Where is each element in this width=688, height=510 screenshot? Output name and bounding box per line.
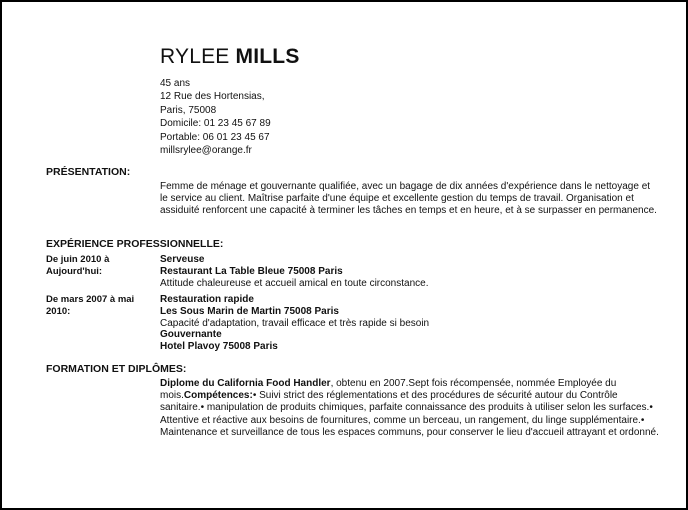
formation-text	[160, 378, 660, 439]
last-name: MILLS	[235, 45, 300, 68]
first-name: RYLEE	[160, 45, 230, 68]
diploma-text: , obtenu en 2007.Sept fois récompensée, nommée Employée du mois.	[160, 378, 617, 402]
employer: Hotel Plavoy 75008 Paris	[160, 341, 278, 353]
mobile-phone: Portable: 06 01 23 45 67	[160, 131, 270, 143]
address-city: Paris, 75008	[160, 104, 217, 116]
presentation-title: PRÉSENTATION:	[46, 166, 131, 178]
age: 45 ans	[160, 78, 191, 89]
job-title: Gouvernante	[160, 329, 222, 341]
experience-entry	[160, 294, 660, 353]
job-title: Serveuse	[160, 254, 205, 265]
experience-entry	[160, 254, 660, 289]
email: millsrylee@orange.fr	[160, 145, 252, 157]
skills-text: • Suivi strict des réglementations et des procédures de sécurité autour du Contrôle sanitaire.• manipulation de produits chimiques, parfaite connaissance des produits à utiliser selon les surfaces.• Attentive et réactive aux besoins de fournitures, comme un berceau, un rangement, du linge supplémentaire.• Maintenance et surveillance de tous les espaces communs, pour conserver le lieu d'accueil attrayant et ordonné.	[160, 390, 659, 438]
diploma-name: Diplome du California Food Handler	[160, 378, 331, 389]
presentation-text: Femme de ménage et gouvernante qualifiée, avec un bagage de dix années d'expérience dans le nettoyage et le service au client. Maîtrise parfaite d'une équipe et excellente gestion du temps de travail. Organisation et assiduité renforcent une capacité à terminer les tâches en temps et en heure, et à se surpasser en permanence.	[160, 181, 657, 217]
experience-title: EXPÉRIENCE PROFESSIONNELLE:	[46, 238, 224, 250]
job-description: Capacité d'adaptation, travail efficace et très rapide si besoin	[160, 317, 430, 329]
experience-date: De juin 2010 à Aujourd'hui:	[46, 254, 110, 277]
candidate-name	[160, 44, 300, 70]
employer: Les Sous Marin de Martin 75008 Paris	[160, 305, 339, 317]
resume-header	[160, 44, 300, 157]
contact-block	[160, 77, 300, 157]
skills-label: Compétences:	[183, 390, 253, 402]
job-description: Attitude chaleureuse et accueil amical en toute circonstance.	[160, 277, 429, 289]
employer: Restaurant La Table Bleue 75008 Paris	[160, 265, 343, 277]
address-street: 12 Rue des Hortensias,	[160, 91, 265, 103]
formation-title: FORMATION ET DIPLÔMES:	[46, 363, 187, 375]
experience-date: De mars 2007 à mai 2010:	[46, 294, 135, 317]
job-title: Restauration rapide	[160, 294, 254, 305]
home-phone: Domicile: 01 23 45 67 89	[160, 118, 271, 130]
